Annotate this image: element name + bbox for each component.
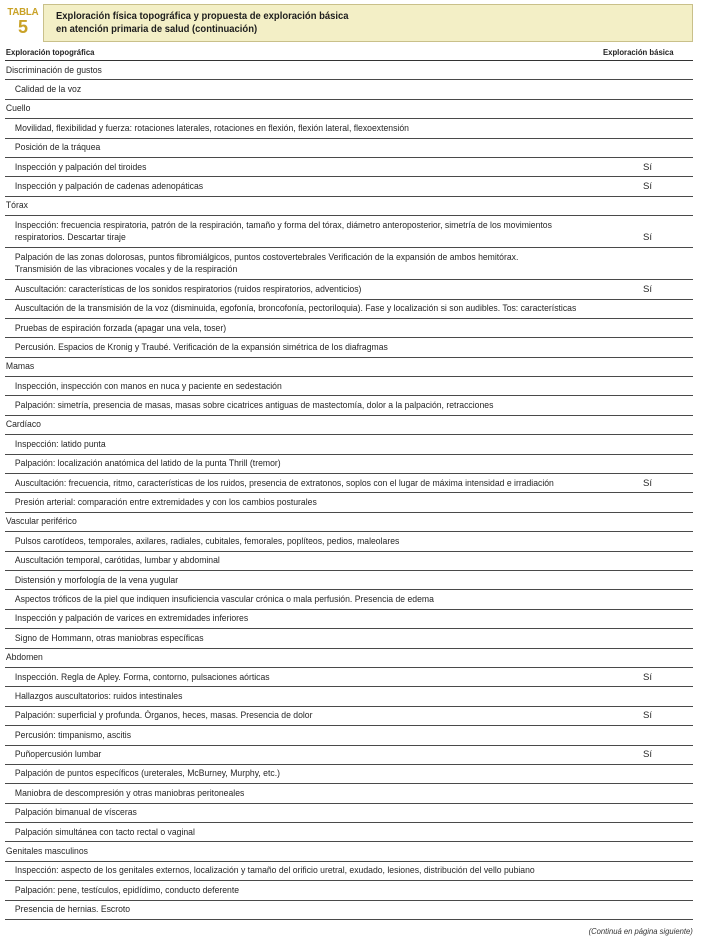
basic-exam-value (643, 665, 693, 667)
table-row (5, 784, 693, 803)
basic-exam-value: Sí (643, 161, 653, 173)
basic-exam-value (643, 781, 693, 783)
row-text: Inspección, inspección con manos en nuca y paciente en sedestación (14, 380, 282, 392)
continued-note: (Continuá en página siguiente) (588, 926, 693, 936)
basic-exam-value (643, 626, 693, 628)
section-title: Mamas (5, 361, 35, 373)
basic-exam-value (643, 277, 693, 279)
basic-exam-value (643, 820, 693, 822)
row-text: Maniobra de descompresión y otras maniobras peritoneales (14, 787, 245, 799)
basic-exam-value (643, 471, 693, 473)
row-text: Palpación de las zonas dolorosas, puntos fibromiálgicos, puntos costovertebrales Verificación de la expansión de ambos hemitórax. Transmisión de las vibraciones vocales y de la respiración (14, 251, 519, 276)
row-text: Auscultación: características de los sonidos respiratorios (ruidos respiratorios, adventicios) (14, 283, 362, 295)
table-row (5, 862, 693, 881)
basic-exam-value (643, 413, 693, 415)
table-row (5, 435, 693, 454)
table-row (5, 300, 693, 319)
row-text: Puñopercusión lumbar (14, 749, 102, 761)
row-text: Signo de Hommann, otras maniobras específicas (14, 632, 204, 644)
basic-exam-value (643, 393, 693, 395)
section-title: Tórax (5, 200, 28, 212)
table-row (5, 396, 693, 415)
basic-exam-value (643, 432, 693, 434)
row-text: Percusión. Espacios de Kronig y Traubé. Verificación de la expansión simétrica de los diafragmas (14, 341, 388, 353)
table-row (5, 158, 693, 177)
row-text: Hallazgos auscultatorios: ruidos intestinales (14, 690, 183, 702)
row-text: Auscultación de la transmisión de la voz (disminuida, egofonía, broncofonía, pectoriloquia). Fase y localización si son audibles. Tos: características (14, 303, 577, 315)
table-row (5, 901, 693, 920)
basic-exam-value (643, 97, 693, 99)
basic-exam-value (643, 859, 693, 861)
row-text: Palpación simultánea con tacto rectal o vaginal (14, 826, 195, 838)
row-text: Distensión y morfología de la vena yugular (14, 574, 179, 586)
table-row (5, 216, 693, 248)
basic-exam-value (643, 155, 693, 157)
table-header (3, 4, 693, 42)
basic-exam-value (643, 878, 693, 880)
row-text: Percusión: timpanismo, ascitis (14, 729, 132, 741)
table-row (5, 248, 693, 280)
section-row (5, 416, 693, 435)
row-text: Presencia de hernias. Escroto (14, 904, 131, 916)
section-title: Vascular periférico (5, 516, 77, 528)
table-row (5, 610, 693, 629)
section-title: Cuello (5, 103, 31, 115)
table-row (5, 474, 693, 493)
column-header-topographic: Exploración topográfica (5, 47, 95, 57)
section-row (5, 100, 693, 119)
basic-exam-value: Sí (643, 180, 653, 192)
table-title (43, 4, 693, 42)
row-text: Palpación: superficial y profunda. Órganos, heces, masas. Presencia de dolor (14, 710, 313, 722)
table-row (5, 80, 693, 99)
basic-exam-value (643, 213, 693, 215)
basic-exam-value (643, 136, 693, 138)
row-text: Inspección y palpación de cadenas adenopáticas (14, 180, 204, 192)
table-row (5, 765, 693, 784)
basic-exam-value (643, 116, 693, 118)
row-text: Movilidad, flexibilidad y fuerza: rotaciones laterales, rotaciones en flexión, flexión lateral, flexoextensión (14, 122, 409, 134)
table-row (5, 590, 693, 609)
row-text: Inspección y palpación del tiroides (14, 161, 147, 173)
row-text: Palpación de puntos específicos (ureterales, McBurney, Murphy, etc.) (14, 768, 280, 780)
table-row (5, 119, 693, 138)
row-text: Inspección: aspecto de los genitales externos, localización y tamaño del orificio uretral, exudado, lesiones, distribución del vello pubiano (14, 865, 535, 877)
table-row (5, 746, 693, 765)
section-title: Discriminación de gustos (5, 64, 102, 76)
row-text: Palpación bimanual de vísceras (14, 807, 137, 819)
basic-exam-value (643, 316, 693, 318)
basic-exam-value (643, 77, 693, 79)
basic-exam-value (643, 898, 693, 900)
section-title: Genitales masculinos (5, 846, 88, 858)
table-row (5, 280, 693, 299)
basic-exam-value (643, 743, 693, 745)
basic-exam-value (643, 374, 693, 376)
table-row (5, 687, 693, 706)
table-label: TABLA (7, 6, 39, 18)
row-text: Aspectos tróficos de la piel que indiquen insuficiencia vascular crónica o mala perfusión. Presencia de edema (14, 593, 434, 605)
table-row (5, 668, 693, 687)
row-text: Auscultación: frecuencia, ritmo, características de los ruidos, presencia de extratonos, soplos con el lugar de máxima intensidad e irradiación (14, 477, 554, 489)
basic-exam-value (643, 704, 693, 706)
section-row (5, 842, 693, 861)
table-title-line-1: Exploración física topográfica y propuesta de exploración básica (56, 10, 349, 22)
basic-exam-value: Sí (643, 477, 653, 489)
column-header-basic: Exploración básica (603, 47, 674, 57)
basic-exam-value (643, 335, 693, 337)
section-row (5, 649, 693, 668)
section-title: Abdomen (5, 652, 43, 664)
row-text: Auscultación temporal, carótidas, lumbar y abdominal (14, 555, 220, 567)
row-text: Inspección: frecuencia respiratoria, patrón de la respiración, tamaño y forma del tórax, diámetro anteroposterior, simetría de los movimientos respiratorios. Descartar tiraje (14, 219, 552, 244)
basic-exam-value (643, 646, 693, 648)
column-header-row (5, 44, 693, 61)
table-row (5, 377, 693, 396)
table-row (5, 629, 693, 648)
table-row (5, 455, 693, 474)
row-text: Posición de la tráquea (14, 142, 101, 154)
row-text: Presión arterial: comparación entre extremidades y con los cambios posturales (14, 497, 317, 509)
row-text: Inspección. Regla de Apley. Forma, contorno, pulsaciones aórticas (14, 671, 270, 683)
row-text: Calidad de la voz (14, 83, 82, 95)
section-row (5, 197, 693, 216)
table-row (5, 804, 693, 823)
basic-exam-value (643, 549, 693, 551)
table-row (5, 571, 693, 590)
table-row (5, 532, 693, 551)
table-row (5, 493, 693, 512)
row-text: Pulsos carotídeos, temporales, axilares, radiales, cubitales, femorales, poplíteos, pedios, maleolares (14, 535, 400, 547)
basic-exam-value (643, 917, 693, 919)
basic-exam-value (643, 452, 693, 454)
table-title-line-2: en atención primaria de salud (continuación) (56, 22, 258, 35)
table-row (5, 881, 693, 900)
table-badge (3, 4, 43, 42)
section-row (5, 61, 693, 80)
basic-exam-value (643, 587, 693, 589)
row-text: Palpación: simetría, presencia de masas, masas sobre cicatrices antiguas de mastectomía, dolor a la palpación, retracciones (14, 400, 494, 412)
section-row (5, 513, 693, 532)
basic-exam-value (643, 510, 693, 512)
table-row (5, 139, 693, 158)
basic-exam-value (643, 839, 693, 841)
basic-exam-value: Sí (643, 671, 653, 683)
table-row (5, 338, 693, 357)
table-row (5, 707, 693, 726)
table-body (5, 61, 693, 920)
row-text: Inspección y palpación de varices en extremidades inferiores (14, 613, 249, 625)
table-row (5, 552, 693, 571)
basic-exam-value: Sí (643, 283, 653, 295)
section-row (5, 358, 693, 377)
table-row (5, 726, 693, 745)
basic-exam-value (643, 355, 693, 357)
table-row (5, 319, 693, 338)
basic-exam-value (643, 529, 693, 531)
table-number: 5 (17, 17, 28, 37)
basic-exam-value: Sí (643, 749, 653, 761)
basic-exam-value (643, 568, 693, 570)
basic-exam-value (643, 607, 693, 609)
row-text: Pruebas de espiración forzada (apagar una vela, toser) (14, 322, 227, 334)
table-row (5, 823, 693, 842)
row-text: Inspección: latido punta (14, 438, 106, 450)
row-text: Palpación: pene, testículos, epidídimo, conducto deferente (14, 884, 240, 896)
basic-exam-value (643, 801, 693, 803)
basic-exam-value: Sí (643, 232, 653, 244)
table-row (5, 177, 693, 196)
basic-exam-value: Sí (643, 710, 653, 722)
section-title: Cardíaco (5, 419, 41, 431)
row-text: Palpación: localización anatómica del latido de la punta Thrill (tremor) (14, 458, 281, 470)
